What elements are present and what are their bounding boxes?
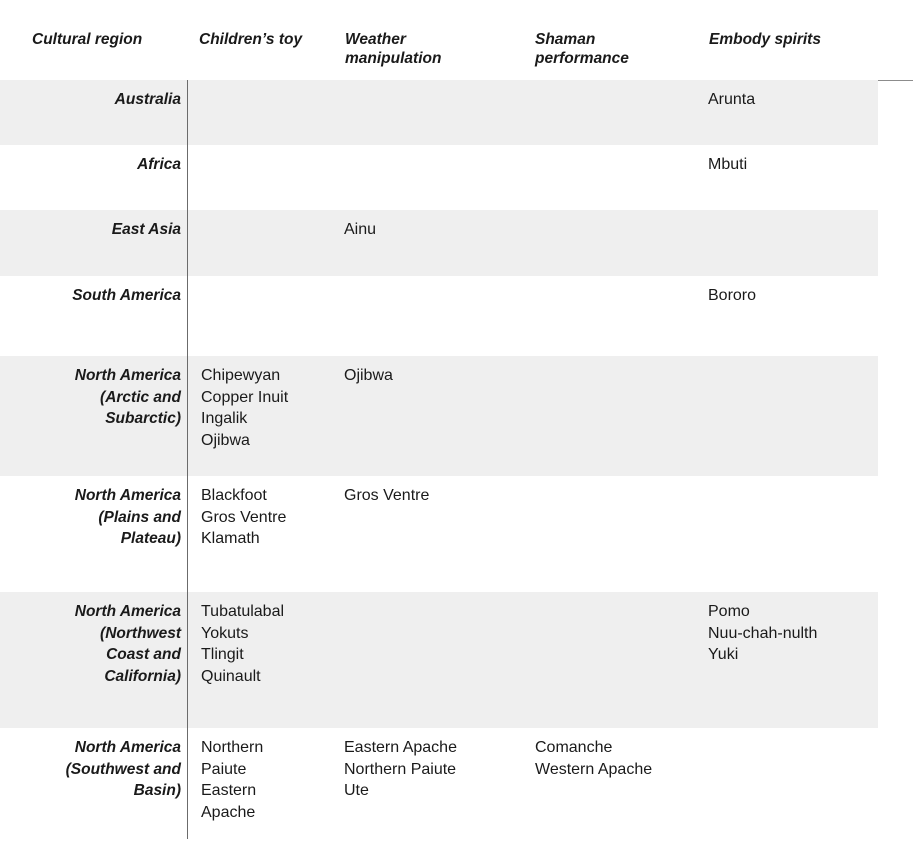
culture-name: Apache — [201, 803, 256, 821]
region-label-line: Africa — [137, 156, 181, 173]
region-label-line: North America — [74, 603, 181, 620]
cell-weather — [344, 485, 429, 507]
region-label-line: Plateau) — [120, 530, 181, 547]
culture-name: Pomo — [708, 603, 750, 620]
header-weather-manipulation: Weather manipulation — [345, 31, 442, 67]
culture-name: Eastern — [201, 782, 257, 799]
culture-name: Bororo — [708, 287, 757, 304]
header-shaman-performance: Shaman performance — [535, 31, 629, 67]
culture-name: Gros Ventre — [344, 487, 430, 504]
column-divider — [187, 80, 188, 839]
culture-name: Gros Ventre — [201, 508, 287, 526]
culture-name: Ute — [344, 782, 369, 799]
table-row — [0, 276, 878, 356]
table-row — [0, 476, 878, 592]
culture-name: Western Apache — [535, 760, 653, 778]
table-row — [0, 80, 878, 145]
cell-weather — [344, 219, 376, 241]
culture-name: Nuu-chah-nulth — [708, 624, 818, 642]
cell-spirits — [708, 154, 747, 176]
culture-name: Tlingit — [201, 646, 244, 663]
region-label — [0, 485, 181, 550]
region-label — [0, 89, 181, 111]
culture-name: Yokuts — [201, 624, 249, 642]
region-label-line: South America — [72, 287, 181, 304]
cell-toy — [201, 601, 284, 687]
region-label — [0, 285, 181, 307]
culture-name: Chipewyan — [201, 367, 281, 384]
region-label — [0, 737, 181, 802]
culture-name: Yuki — [708, 646, 739, 663]
cell-toy — [201, 737, 263, 823]
culture-name: Arunta — [708, 91, 756, 108]
region-label — [0, 365, 181, 430]
cell-toy — [201, 485, 286, 550]
culture-name: Comanche — [535, 739, 613, 756]
cell-spirits — [708, 601, 817, 666]
region-label-line: California) — [104, 667, 181, 685]
culture-name: Eastern Apache — [344, 739, 457, 756]
region-label-line: Basin) — [133, 782, 181, 799]
culture-name: Klamath — [201, 530, 260, 547]
region-label — [0, 601, 181, 687]
cell-shaman — [535, 737, 652, 780]
culture-name: Northern Paiute — [344, 760, 457, 778]
table-row — [0, 728, 878, 839]
cell-toy — [201, 365, 288, 451]
culture-name: Northern — [201, 739, 264, 756]
culture-name: Quinault — [201, 667, 261, 685]
region-label-line: North America — [74, 367, 181, 384]
table-row — [0, 592, 878, 728]
region-label-line: (Arctic and — [100, 388, 181, 406]
region-label-line: North America — [74, 487, 181, 504]
culture-name: Ojibwa — [344, 367, 393, 384]
region-label-line: East Asia — [111, 221, 181, 238]
region-label-line: (Northwest — [100, 624, 181, 642]
culture-name: Ojibwa — [201, 431, 250, 449]
table-row — [0, 210, 878, 276]
culture-name: Tubatulabal — [201, 603, 285, 620]
cell-weather — [344, 365, 393, 387]
region-label-line: Coast and — [106, 646, 181, 663]
culture-name: Ingalik — [201, 410, 248, 427]
region-label-line: Australia — [114, 91, 181, 108]
table-row — [0, 356, 878, 476]
header-embody-spirits: Embody spirits — [709, 31, 821, 48]
cell-spirits — [708, 285, 756, 307]
header-childrens-toy: Children’s toy — [199, 31, 303, 48]
table-header — [0, 0, 913, 81]
region-label-line: (Southwest and — [65, 760, 181, 778]
region-label-line: (Plains and — [98, 508, 181, 526]
culture-name: Blackfoot — [201, 487, 267, 504]
culture-name: Mbuti — [708, 156, 748, 173]
cell-spirits — [708, 89, 755, 111]
culture-name: Paiute — [201, 760, 247, 778]
header-cultural-region: Cultural region — [32, 31, 143, 48]
region-label-line: Subarctic) — [105, 410, 181, 427]
region-label — [0, 219, 181, 241]
culture-name: Copper Inuit — [201, 388, 289, 406]
cell-weather — [344, 737, 457, 802]
culture-name: Ainu — [344, 221, 377, 238]
table-row — [0, 145, 878, 210]
region-label — [0, 154, 181, 176]
region-label-line: North America — [74, 739, 181, 756]
